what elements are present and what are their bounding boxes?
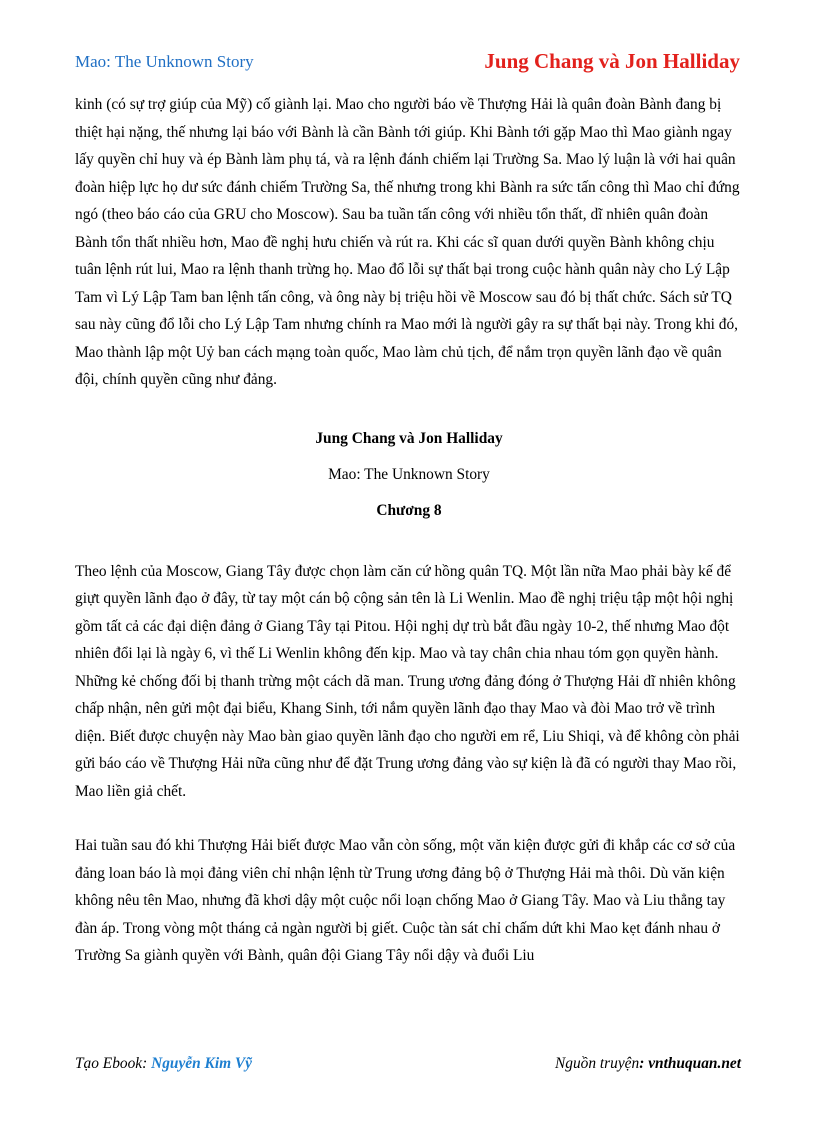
footer-source-label: Nguồn truyện [554, 1055, 640, 1072]
footer-ebook-creator: Nguyễn Kim Vỹ [151, 1055, 253, 1072]
header-authors: Jung Chang và Jon Halliday [484, 49, 740, 73]
section-authors: Jung Chang và Jon Halliday [315, 429, 503, 447]
footer-separator: : [142, 1055, 152, 1072]
section-book-title: Mao: The Unknown Story [328, 465, 490, 483]
header-book-title: Mao: The Unknown Story [75, 52, 254, 71]
footer-source-credit [555, 1055, 741, 1073]
spacer [75, 805, 743, 832]
footer-separator: : [639, 1055, 649, 1072]
paragraph: Theo lệnh của Moscow, Giang Tây được chọn làm căn cứ hồng quân TQ. Một lần nữa Mao phải bày kế để giựt quyền lãnh đạo ở đây, từ tay một cán bộ cộng sản tên là Li Wenlin. Mao đề nghị triệu tập một hội nghị gồm tất cả các đại diện đảng ở Giang Tây tại Pitou. Hội nghị dự trù bắt đầu ngày 10-2, thế nhưng Mao đột nhiên đổi lại là ngày 6, vì thế Li Wenlin không đến kịp. Mao và tay chân chia nhau tóm gọn quyền hành. Những kẻ chống đối bị thanh trừng một cách dã man. Trung ương đảng đóng ở Thượng Hải dĩ nhiên không chấp nhận, nên gửi một đại biểu, Khang Sinh, tới nắm quyền lãnh đạo thay Mao và đòi Mao trở về trình diện. Biết được chuyện này Mao bàn giao quyền lãnh đạo cho người em rể, Liu Shiqi, và để không còn phải gửi báo cáo về Thượng Hải nữa cũng như để đặt Trung ương đảng vào sự kiện là đã có người thay Mao rồi, Mao liền giả chết. [75, 562, 740, 800]
footer-ebook-credit [75, 1055, 252, 1073]
footer-ebook-label: Tạo Ebook [75, 1055, 143, 1072]
chapter-heading: Chương 8 [376, 501, 442, 519]
page-content [75, 91, 743, 970]
paragraph: Hai tuần sau đó khi Thượng Hải biết được Mao vẫn còn sống, một văn kiện được gửi đi khắp các cơ sở của đảng loan báo là mọi đảng viên chỉ nhận lệnh từ Trung ương đảng bộ ở Thượng Hải mà thôi. Dù văn kiện không nêu tên Mao, nhưng đã khơi dậy một cuộc nổi loạn chống Mao ở Giang Tây. Mao và Liu thẳng tay đàn áp. Trong vòng một tháng cả ngàn người bị giết. Cuộc tàn sát chỉ chấm dứt khi Mao kẹt đánh nhau ở Trường Sa giành quyền với Bành, quân đội Giang Tây nổi dậy và đuổi Liu [75, 837, 736, 964]
footer-source-site[interactable]: vnthuquan.net [648, 1055, 741, 1072]
spacer [75, 394, 743, 421]
spacer [75, 529, 743, 558]
paragraph: kinh (có sự trợ giúp của Mỹ) cố giành lại. Mao cho người báo về Thượng Hải là quân đoàn Bành đang bị thiệt hại nặng, thế nhưng lại báo với Bành là cần Bành tới giúp. Khi Bành tới gặp Mao thì Mao giành ngay lấy quyền chỉ huy và ép Bành làm phụ tá, và ra lệnh đánh chiếm lại Trường Sa. Mao lý luận là với hai quân đoàn hiệp lực họ dư sức đánh chiếm Trường Sa, thế nhưng trong khi Bành ra sức tấn công thì Mao chỉ đứng ngó (theo báo cáo của GRU cho Moscow). Sau ba tuần tấn công với nhiều tổn thất, dĩ nhiên quân đoàn Bành tổn thất nhiều hơn, Mao đề nghị hưu chiến và rút ra. Khi các sĩ quan dưới quyền Bành không chịu tuân lệnh rút lui, Mao ra lệnh thanh trừng họ. Mao đổ lỗi sự thất bại trong cuộc hành quân này cho Lý Lập Tam vì Lý Lập Tam ban lệnh tấn công, và ông này bị triệu hồi về Moscow sau đó bị thất chức. Sách sử TQ sau này cũng đổ lỗi cho Lý Lập Tam nhưng chính ra Mao mới là người gây ra sự thất bại này. Trong khi đó, Mao thành lập một Uỷ ban cách mạng toàn quốc, Mao làm chủ tịch, để nắm trọn quyền lãnh đạo về quân đội, chính quyền cũng như đảng. [75, 96, 740, 388]
